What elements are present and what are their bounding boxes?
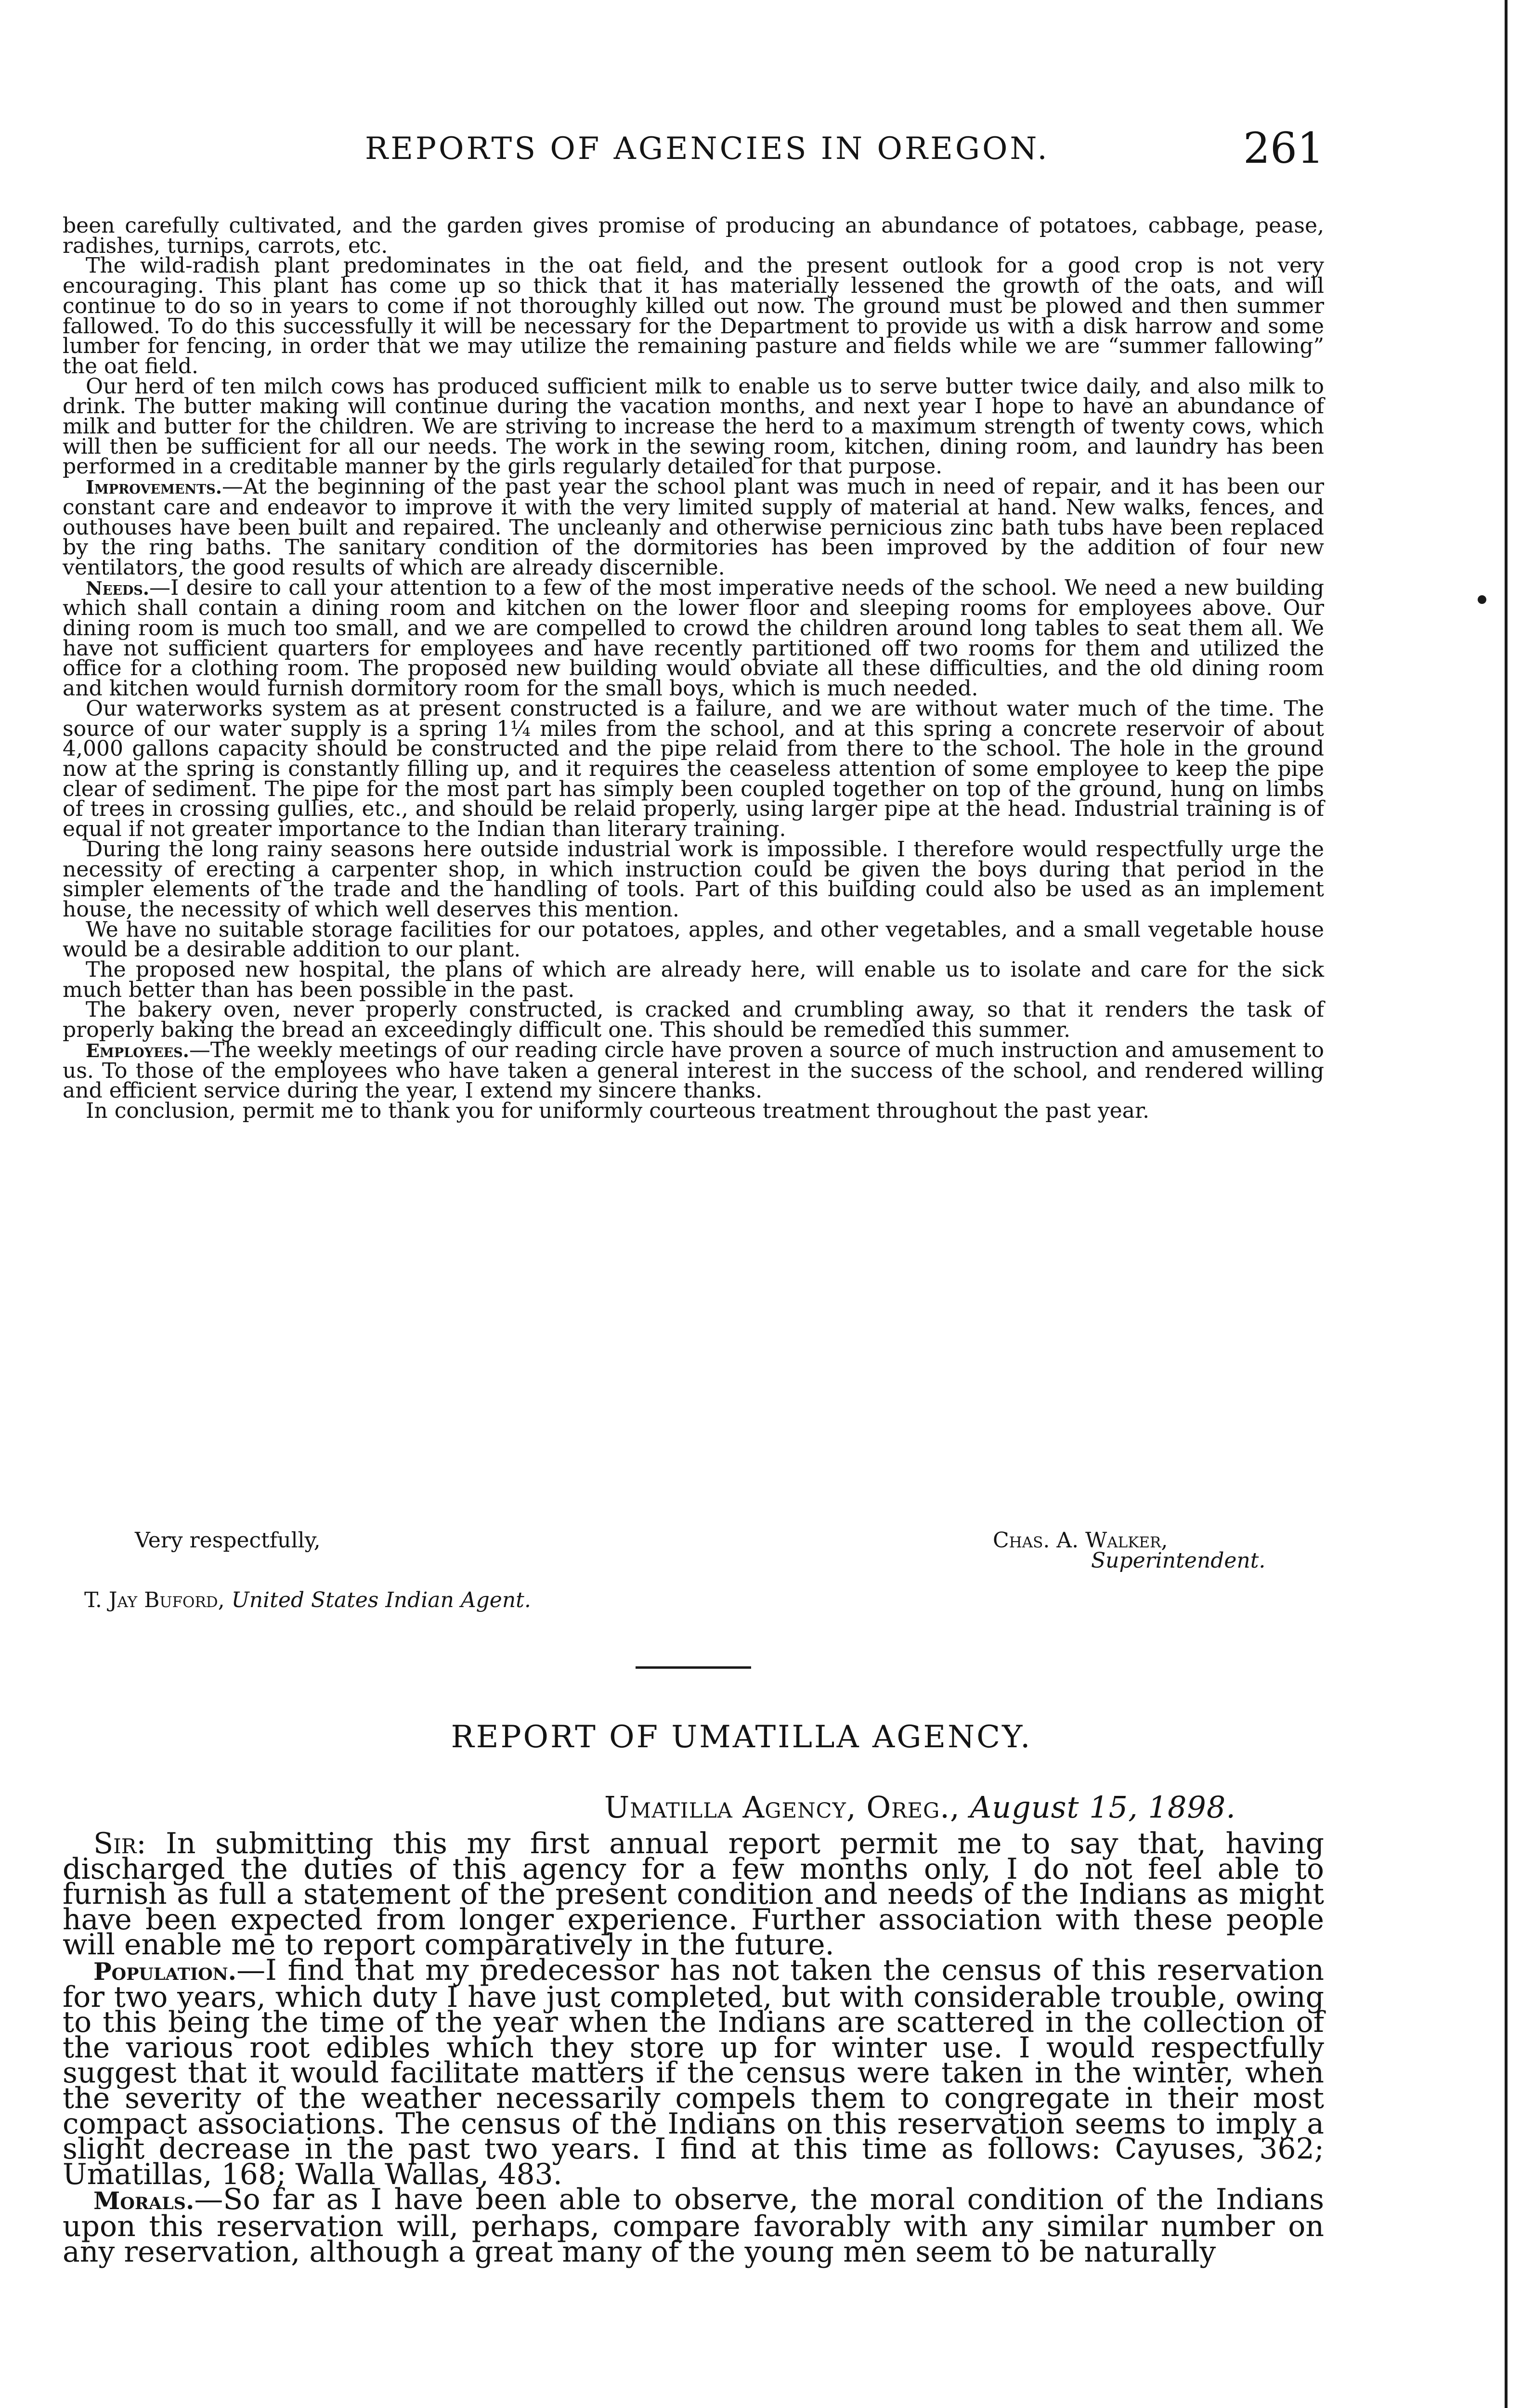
paragraph-text: been carefully cultivated, and the garden gives promise of producing an abundance of potatoes, cabbage, pease, radishes, turnips, carrots, etc. <box>63 213 1324 258</box>
paragraph-text: The wild-radish plant predominates in the oat field, and the present outlook for a good crop is not very encouraging. This plant has come up so thick that it has materially lessened the growth of the oats, and will continue to do so in years to come if not thoroughly killed out now. The ground must be plowed and then summer fallowed. To do this successfully it will be necessary for the Department to provide us with a disk harrow and some lumber for fencing, in order that we may utilize the remaining pasture and fields while we are “summer fallowing” the oat field. <box>63 253 1324 379</box>
dateline-place: Umatilla Agency, Oreg., <box>604 1790 960 1825</box>
paragraph-lead: Employees. <box>86 1039 189 1061</box>
paragraph <box>63 997 1324 1043</box>
page-edge-border <box>1505 0 1508 2408</box>
paragraph-text: Our herd of ten milch cows has produced sufficient milk to enable us to serve butter twice daily, and also milk to drink. The butter making will continue during the vacation months, and next year I hope to have an abundance of milk and butter for the children. We are striving to increase the herd to a maximum strength of twenty cows, which will then be sufficient for all our needs. The work in the sewing room, kitchen, dining room, and laundry has been performed in a creditable manner by the girls regularly detailed for that purpose. <box>63 374 1324 479</box>
page-number: 261 <box>1243 123 1324 173</box>
superintendent-report-text <box>63 213 1324 1123</box>
paragraph-text: —At the beginning of the past year the school plant was much in need of repair, and it has been our constant care and endeavor to improve it with the very limited supply of material at hand. New walks, fences, and outhouses have been built and repaired. The uncleanly and otherwise pernicious zinc bath tubs have been replaced by the ring baths. The sanitary condition of the dormitories has been improved by the addition of four new ventilators, the good results of which are already discernible. <box>63 474 1324 580</box>
agent-signature <box>84 1590 531 1610</box>
paragraph-text: —So far as I have been able to observe, the moral condition of the Indians upon this reservation will, perhaps, compare favorably with any similar number on any reservation, although a great many of the young men seem to be naturally <box>63 2183 1324 2269</box>
umatilla-report-text <box>63 1827 1324 2269</box>
paragraph <box>63 917 1324 962</box>
paragraph-lead: Improvements. <box>86 476 222 498</box>
closing-salutation: Very respectfully, <box>135 1528 321 1553</box>
paragraph <box>63 575 1324 701</box>
signer-title: Superintendent. <box>1091 1548 1266 1573</box>
paragraph <box>63 213 1324 258</box>
agent-name: T. Jay Buford, <box>84 1588 225 1612</box>
paragraph-text: The bakery oven, never properly constructed, is cracked and crumbling away, so that it renders the task of properly baking the bread an exceedingly difficult one. This should be remedied this summer. <box>63 997 1324 1043</box>
dateline-date: August 15, 1898. <box>970 1790 1236 1825</box>
paragraph-text: —I find that my predecessor has not taken the census of this reservation for two years, which duty I have just completed, but with considerable trouble, owing to this being the time of the year when the Indians are scattered in the collection of the various root edibles which they store up for winter use. I would respectfully suggest that it would facilitate matters if the census were taken in the winter, when the severity of the weather necessarily compels them to congregate in their most compact associations. The census of the Indians on this reservation seems to imply a slight decrease in the past two years. I find at this time as follows: Cayuses, 362; Umatillas, 168; Walla Wallas, 483. <box>63 1953 1324 2191</box>
paragraph <box>63 253 1324 379</box>
paragraph-text: —I desire to call your attention to a few of the most imperative needs of the school. We need a new building which shall contain a dining room and kitchen on the lower floor and sleeping rooms for employees above. Our dining room is much too small, and we are compelled to crowd the children around long tables to seat them all. We have not sufficient quarters for employees and have recently partitioned off two rooms for them and utilized the office for a clothing room. The proposed new building would obviate all these difficulties, and the old dining room and kitchen would furnish dormitory room for the small boys, which is much needed. <box>63 575 1324 701</box>
report-title: REPORT OF UMATILLA AGENCY. <box>451 1719 1032 1755</box>
paragraph <box>63 2183 1324 2269</box>
paragraph <box>63 1953 1324 2191</box>
dateline <box>604 1790 1236 1825</box>
paragraph <box>63 957 1324 1002</box>
paragraph-text: During the long rainy seasons here outside industrial work is impossible. I therefore would respectfully urge the necessity of erecting a carpenter shop, in which instruction could be given the boys during that period in the simpler elements of the trade and the handling of tools. Part of this building could also be used as an implement house, the necessity of which well deserves this mention. <box>63 837 1324 922</box>
paragraph-text: Our waterworks system as at present constructed is a failure, and we are without water much of the time. The source of our water supply is a spring 1¼ miles from the school, and at this spring a concrete reservoir of about 4,000 gallons capacity should be constructed and the pipe relaid from there to the school. The hole in the ground now at the spring is constantly filling up, and it requires the ceaseless attention of some employee to keep the pipe clear of sediment. The pipe for the most part has simply been coupled together on top of the ground, hung on limbs of trees in crossing gullies, etc., and should be relaid properly, using larger pipe at the head. Industrial training is of equal if not greater importance to the Indian than literary training. <box>63 696 1324 842</box>
paragraph <box>63 696 1324 842</box>
paragraph <box>63 839 1324 920</box>
paragraph-text: —The weekly meetings of our reading circle have proven a source of much instruction and amusement to us. To those of the employees who have taken a general interest in the success of the school, and rendered willing and efficient service during the year, I extend my sincere thanks. <box>63 1037 1324 1103</box>
paragraph-text: In submitting this my first annual report permit me to say that, having discharged the duties of this agency for a few months only, I do not feel able to furnish as full a statement of the present condition and needs of the Indians as might have been expected from longer experience. Further association with these people will enable me to report comparatively in the future. <box>63 1827 1324 1962</box>
paragraph <box>63 374 1324 479</box>
paragraph <box>63 1827 1324 1962</box>
agent-title: United States Indian Agent. <box>231 1588 531 1612</box>
paragraph-text: We have no suitable storage facilities for our potatoes, apples, and other vegetables, and a small vegetable house would be a desirable addition to our plant. <box>63 917 1324 962</box>
signer-name: Chas. A. Walker, <box>993 1528 1168 1553</box>
paragraph <box>63 474 1324 580</box>
paragraph <box>63 1098 1324 1123</box>
paragraph-lead: Sir: <box>93 1827 146 1860</box>
running-head: REPORTS OF AGENCIES IN OREGON. <box>365 131 1050 167</box>
paragraph-lead: Population. <box>93 1957 237 1986</box>
paragraph-lead: Morals. <box>93 2186 195 2215</box>
page-header <box>63 116 1324 173</box>
stray-mark <box>1478 595 1486 604</box>
paragraph-text: In conclusion, permit me to thank you for uniformly courteous treatment throughout the past year. <box>86 1098 1150 1123</box>
paragraph-text: The proposed new hospital, the plans of which are already here, will enable us to isolate and care for the sick much better than has been possible in the past. <box>63 957 1324 1002</box>
section-divider <box>636 1666 751 1669</box>
paragraph <box>63 1037 1324 1103</box>
paragraph-lead: Needs. <box>86 577 150 599</box>
